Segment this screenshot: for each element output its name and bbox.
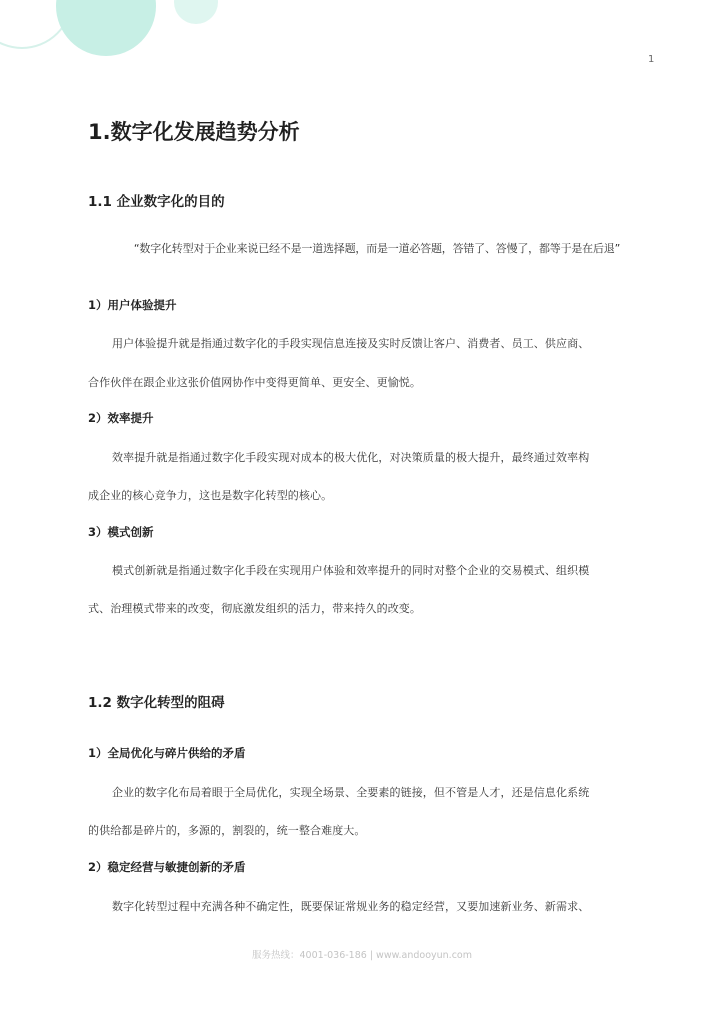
paragraph-line: 合作伙伴在跟企业这张价值网协作中变得更简单、更安全、更愉悦。 bbox=[88, 376, 421, 389]
item-heading-global-vs-fragmented: 1）全局优化与碎片供给的矛盾 bbox=[88, 746, 246, 760]
decor-circle-small bbox=[174, 0, 218, 24]
item-heading-stability-vs-agility: 2）稳定经营与敏捷创新的矛盾 bbox=[88, 860, 246, 874]
section-heading-1-1: 1.1 企业数字化的目的 bbox=[88, 194, 225, 210]
paragraph-line: 数字化转型过程中充满各种不确定性，既要保证常规业务的稳定经营，又要加速新业务、新需求、 bbox=[112, 900, 590, 913]
paragraph-line: 企业的数字化布局着眼于全局优化，实现全场景、全要素的链接，但不管是人才，还是信息化系统 bbox=[112, 786, 590, 799]
section-heading-1-2: 1.2 数字化转型的阻碍 bbox=[88, 695, 225, 711]
decor-circle-large bbox=[56, 0, 156, 56]
paragraph-line: 用户体验提升就是指通过数字化的手段实现信息连接及实时反馈让客户、消费者、员工、供应商、 bbox=[112, 337, 590, 350]
paragraph-line: 模式创新就是指通过数字化手段在实现用户体验和效率提升的同时对整个企业的交易模式、组织模 bbox=[112, 564, 590, 577]
paragraph-line: 效率提升就是指通过数字化手段实现对成本的极大优化，对决策质量的极大提升，最终通过效率构 bbox=[112, 451, 590, 464]
header-decoration bbox=[0, 0, 240, 70]
page-number: 1 bbox=[648, 54, 655, 65]
item-heading-user-experience: 1）用户体验提升 bbox=[88, 298, 177, 312]
paragraph-line: 成企业的核心竞争力，这也是数字化转型的核心。 bbox=[88, 489, 333, 502]
item-heading-model-innovation: 3）模式创新 bbox=[88, 525, 154, 539]
footer-contact: 服务热线：4001-036-186 | www.andooyun.com bbox=[252, 950, 472, 961]
quote-text: “数字化转型对于企业来说已经不是一道选择题，而是一道必答题，答错了、答慢了，都等于是在后退” bbox=[133, 242, 621, 255]
item-heading-efficiency: 2）效率提升 bbox=[88, 411, 154, 425]
paragraph-line: 的供给都是碎片的，多源的，割裂的，统一整合难度大。 bbox=[88, 824, 366, 837]
decor-circle-ring bbox=[0, 0, 72, 48]
paragraph-line: 式、治理模式带来的改变，彻底激发组织的活力，带来持久的改变。 bbox=[88, 602, 421, 615]
page-title: 1.数字化发展趋势分析 bbox=[88, 120, 300, 144]
